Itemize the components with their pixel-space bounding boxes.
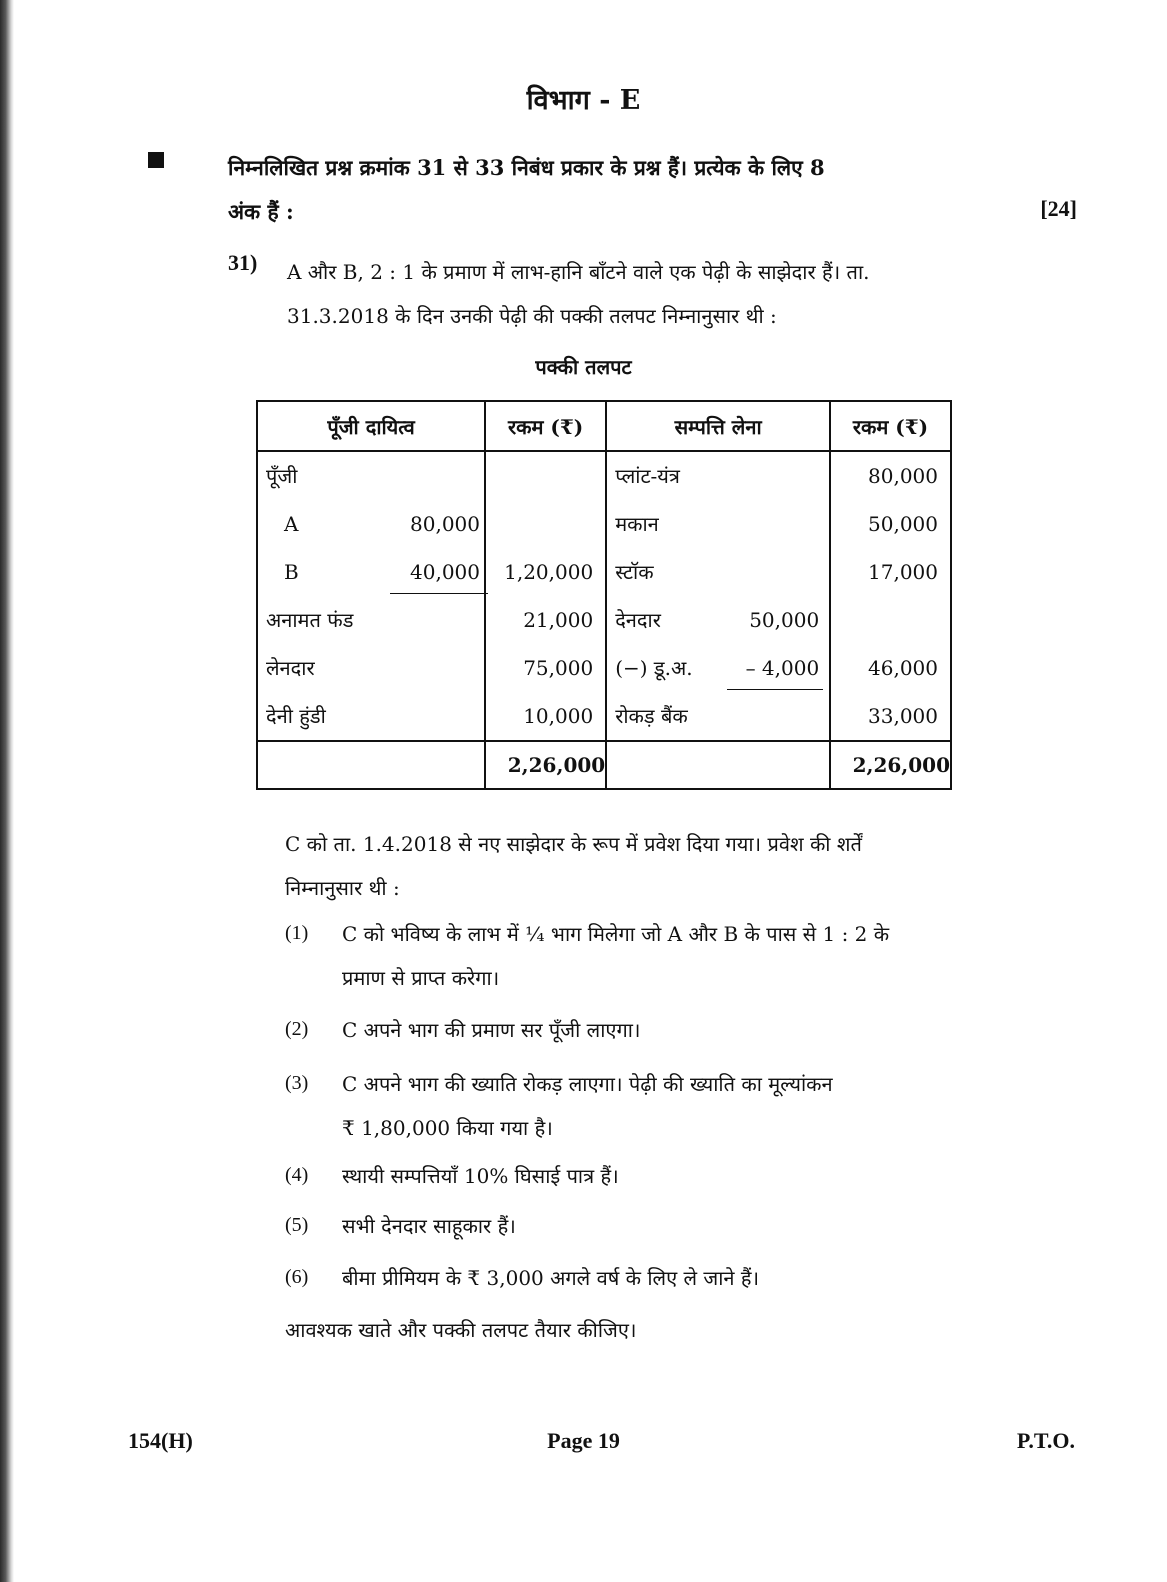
rdd-value: – 4,000 (745, 656, 820, 680)
cash-label: रोकड़ बैंक (615, 704, 688, 728)
header-amount-2: रकम (₹) (830, 401, 951, 451)
stock-value: 17,000 (868, 560, 938, 584)
bills-value: 10,000 (523, 704, 594, 728)
admission-text (285, 822, 862, 910)
debtors-row (607, 596, 829, 644)
page-number: Page 19 (547, 1428, 620, 1453)
liabilities-amount-column (485, 451, 606, 741)
closing-instruction: आवश्यक खाते और पक्की तलपट तैयार कीजिए। (285, 1318, 637, 1342)
balance-sheet-title: पक्की तलपट (535, 355, 632, 379)
bills-label: देनी हुंडी (266, 704, 326, 728)
header-liabilities: पूँजी दायित्व (257, 401, 485, 451)
creditors-label: लेनदार (266, 656, 315, 680)
condition-1-text: C को भविष्य के लाभ में ¼ भाग मिलेगा जो A और B के पास से 1 : 2 के प्रमाण से प्राप्त करेगा। (342, 922, 890, 990)
liabilities-total: 2,26,000 (485, 741, 606, 789)
table-header-row (257, 401, 951, 451)
capital-b-label: B (284, 560, 299, 584)
header-assets: सम्पत्ति लेना (606, 401, 830, 451)
condition-5-number: (5) (285, 1214, 309, 1236)
question-line2: 31.3.2018 के दिन उनकी पेढ़ी की पक्की तलपट निम्नानुसार थी : (287, 304, 777, 328)
capital-underline (390, 593, 488, 594)
balance-sheet-table (256, 400, 952, 790)
table-total-row (257, 741, 951, 789)
section-title: विभाग - E (526, 85, 641, 116)
instructions-line1: निम्नलिखित प्रश्न क्रमांक 31 से 33 निबंध प्रकार के प्रश्न हैं। प्रत्येक के लिए 8 (228, 155, 825, 180)
building-label: मकान (615, 512, 659, 536)
assets-column (606, 451, 830, 741)
pto-label: P.T.O. (1016, 1428, 1075, 1453)
instructions (228, 146, 825, 234)
debtors-underline (727, 689, 823, 690)
plant-value: 80,000 (868, 464, 938, 488)
stock-label: स्टॉक (615, 560, 654, 584)
instructions-line2: अंक हैं : (228, 199, 294, 224)
condition-1-number: (1) (285, 922, 309, 944)
condition-5-text: सभी देनदार साहूकार हैं। (342, 1214, 516, 1238)
capital-label: पूँजी (266, 464, 298, 488)
question-text (287, 250, 870, 338)
admission-line2: निम्नानुसार थी : (285, 876, 400, 900)
plant-label: प्लांट-यंत्र (615, 464, 680, 488)
building-value: 50,000 (868, 512, 938, 536)
capital-a-row (258, 500, 484, 548)
paper-code: 154(H) (128, 1428, 193, 1453)
bullet-marker (148, 152, 164, 168)
condition-3-number: (3) (285, 1072, 309, 1094)
capital-a-label: A (284, 512, 299, 536)
condition-6-number: (6) (285, 1266, 309, 1288)
marks-total: [24] (1040, 196, 1077, 221)
capital-a-value: 80,000 (410, 512, 480, 536)
assets-amount-column (830, 451, 951, 741)
condition-3-text: C अपने भाग की ख्याति रोकड़ लाएगा। पेढ़ी की ख्याति का मूल्यांकन ₹ 1,80,000 किया गया है। (342, 1072, 833, 1140)
rdd-label: (−) डू.अ. (615, 656, 693, 680)
admission-line1: C को ता. 1.4.2018 से नए साझेदार के रूप में प्रवेश दिया गया। प्रवेश की शर्तें (285, 832, 862, 856)
debtors-net: 46,000 (868, 656, 938, 680)
condition-2-number: (2) (285, 1018, 309, 1040)
question-line1: A और B, 2 : 1 के प्रमाण में लाभ-हानि बाँटने वाले एक पेढ़ी के साझेदार हैं। ता. (287, 260, 870, 284)
assets-total: 2,26,000 (830, 741, 951, 789)
capital-total: 1,20,000 (504, 560, 594, 584)
condition-2-text: C अपने भाग की प्रमाण सर पूँजी लाएगा। (342, 1018, 641, 1042)
creditors-value: 75,000 (523, 656, 594, 680)
liabilities-column (257, 451, 485, 741)
cash-value: 33,000 (868, 704, 938, 728)
reserve-label: अनामत फंड (266, 608, 354, 632)
debtors-label: देनदार (615, 608, 661, 632)
debtors-gross: 50,000 (749, 608, 820, 632)
capital-b-row (258, 548, 484, 596)
header-amount-1: रकम (₹) (485, 401, 606, 451)
capital-b-value: 40,000 (410, 560, 480, 584)
question-number: 31) (228, 250, 258, 275)
condition-4-text: स्थायी सम्पत्तियाँ 10% घिसाई पात्र हैं। (342, 1164, 619, 1188)
table-body-row (257, 451, 951, 741)
rdd-row (607, 644, 829, 692)
reserve-value: 21,000 (523, 608, 594, 632)
scan-edge (0, 0, 14, 1582)
condition-6-text: बीमा प्रीमियम के ₹ 3,000 अगले वर्ष के लिए ले जाने हैं। (342, 1266, 760, 1290)
condition-4-number: (4) (285, 1164, 309, 1186)
